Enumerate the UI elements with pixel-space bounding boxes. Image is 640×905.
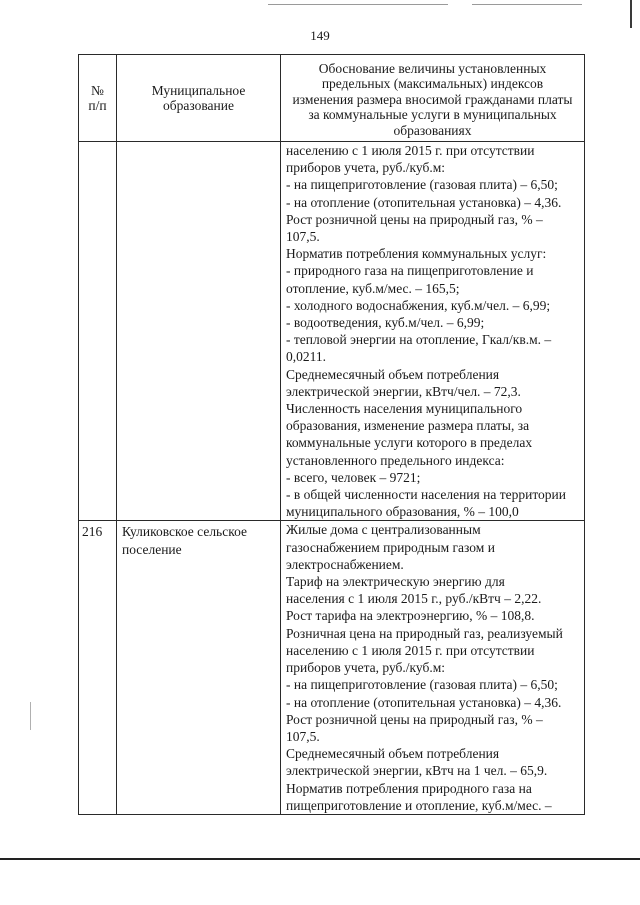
header-justification-line: образованиях [393, 122, 472, 138]
row-municipality-cell [117, 142, 281, 521]
header-municipality-line: образование [163, 98, 234, 113]
header-justification-line: предельных (максимальных) индексов [321, 76, 544, 92]
scan-artifact-top-line-2 [472, 4, 582, 5]
text-line: - на отопление (отопительная установка) – 4,36. [286, 194, 562, 210]
row-justification-cell [281, 142, 585, 521]
header-municipality-line: Муниципальное [151, 82, 246, 98]
scan-artifact-top-line [268, 4, 448, 5]
text-line: пищеприготовление и отопление, куб.м/мес. – [286, 797, 552, 813]
text-line: Среднемесячный объем потребления [286, 746, 500, 762]
text-line: установленного предельного индекса: [286, 452, 505, 468]
text-line: Рост розничной цены на природный газ, % – [286, 211, 543, 227]
page-number: 149 [310, 28, 330, 43]
row-justification-cell [281, 521, 585, 814]
table-row [79, 521, 585, 814]
row-municipality-cell [117, 521, 281, 814]
text-line: - на пищеприготовление (газовая плита) – 6,50; [286, 677, 558, 693]
text-line: Норматив потребления коммунальных услуг: [286, 246, 547, 262]
text-line: 0,0211. [286, 349, 326, 365]
municipality-name-line: Куликовское сельское [122, 524, 247, 540]
text-line: отопление, куб.м/мес. – 165,5; [286, 280, 460, 296]
header-justification-line: за коммунальные услуги в муниципальных [308, 107, 557, 123]
scan-artifact-margin-mark [30, 702, 31, 730]
text-line: Норматив потребления природного газа на [286, 780, 532, 796]
text-line: Численность населения муниципального [286, 401, 523, 417]
text-line: электрической энергии, кВтч на 1 чел. – 65,9. [286, 763, 548, 779]
text-line: образования, изменение размера платы, за [286, 418, 530, 434]
text-line: приборов учета, руб./куб.м: [286, 160, 446, 176]
text-line: 107,5. [286, 229, 320, 245]
text-line: Среднемесячный объем потребления [286, 366, 500, 382]
scan-artifact-edge-mark [630, 0, 632, 28]
text-line: населению с 1 июля 2015 г. при отсутствии [286, 143, 535, 158]
text-line: - на отопление (отопительная установка) – 4,36. [286, 694, 562, 710]
table-header-row [79, 55, 585, 142]
header-number-line: № [91, 82, 104, 98]
text-line: - всего, человек – 9721; [286, 469, 421, 485]
text-line: 107,5. [286, 728, 320, 744]
header-justification-line: изменения размера вносимой гражданами платы [292, 91, 573, 107]
text-line: Розничная цена на природный газ, реализуемый [286, 625, 563, 641]
table-row [79, 142, 585, 521]
header-number-line: п/п [88, 98, 107, 113]
header-municipality [117, 55, 281, 142]
text-line: Жилые дома с централизованным [286, 522, 481, 538]
text-line: - холодного водоснабжения, куб.м/чел. – 6,99; [286, 297, 551, 313]
text-line: Рост тарифа на электроэнергию, % – 108,8. [286, 608, 535, 624]
text-line: газоснабжением природным газом и [286, 539, 495, 555]
text-line: коммунальные услуги которого в пределах [286, 435, 533, 451]
header-number [79, 55, 117, 142]
text-line: - природного газа на пищеприготовление и [286, 263, 534, 279]
text-line: Рост розничной цены на природный газ, % – [286, 711, 543, 727]
text-line: электрической энергии, кВтч/чел. – 72,3. [286, 383, 521, 399]
header-justification [281, 55, 585, 142]
text-line: населению с 1 июля 2015 г. при отсутствии [286, 642, 535, 658]
text-line: населения с 1 июля 2015 г., руб./кВтч – 2,22. [286, 591, 542, 607]
text-line: муниципального образования, % – 100,0 [286, 504, 519, 520]
text-line: - на пищеприготовление (газовая плита) – 6,50; [286, 177, 558, 193]
text-line: - водоотведения, куб.м/чел. – 6,99; [286, 315, 485, 331]
text-line: - тепловой энергии на отопление, Гкал/кв.м. – [286, 332, 552, 348]
header-justification-line: Обоснование величины установленных [318, 60, 547, 76]
municipality-name-line: поселение [122, 541, 182, 557]
text-line: приборов учета, руб./куб.м: [286, 660, 446, 676]
row-number-cell: 216 [79, 521, 117, 814]
row-number-cell [79, 142, 117, 521]
page-bottom-rule [0, 858, 640, 860]
text-line: электроснабжением. [286, 556, 404, 572]
text-line: Тариф на электрическую энергию для [286, 574, 505, 590]
tariff-justification-table [78, 54, 585, 815]
text-line: - в общей численности населения на территории [286, 487, 566, 503]
